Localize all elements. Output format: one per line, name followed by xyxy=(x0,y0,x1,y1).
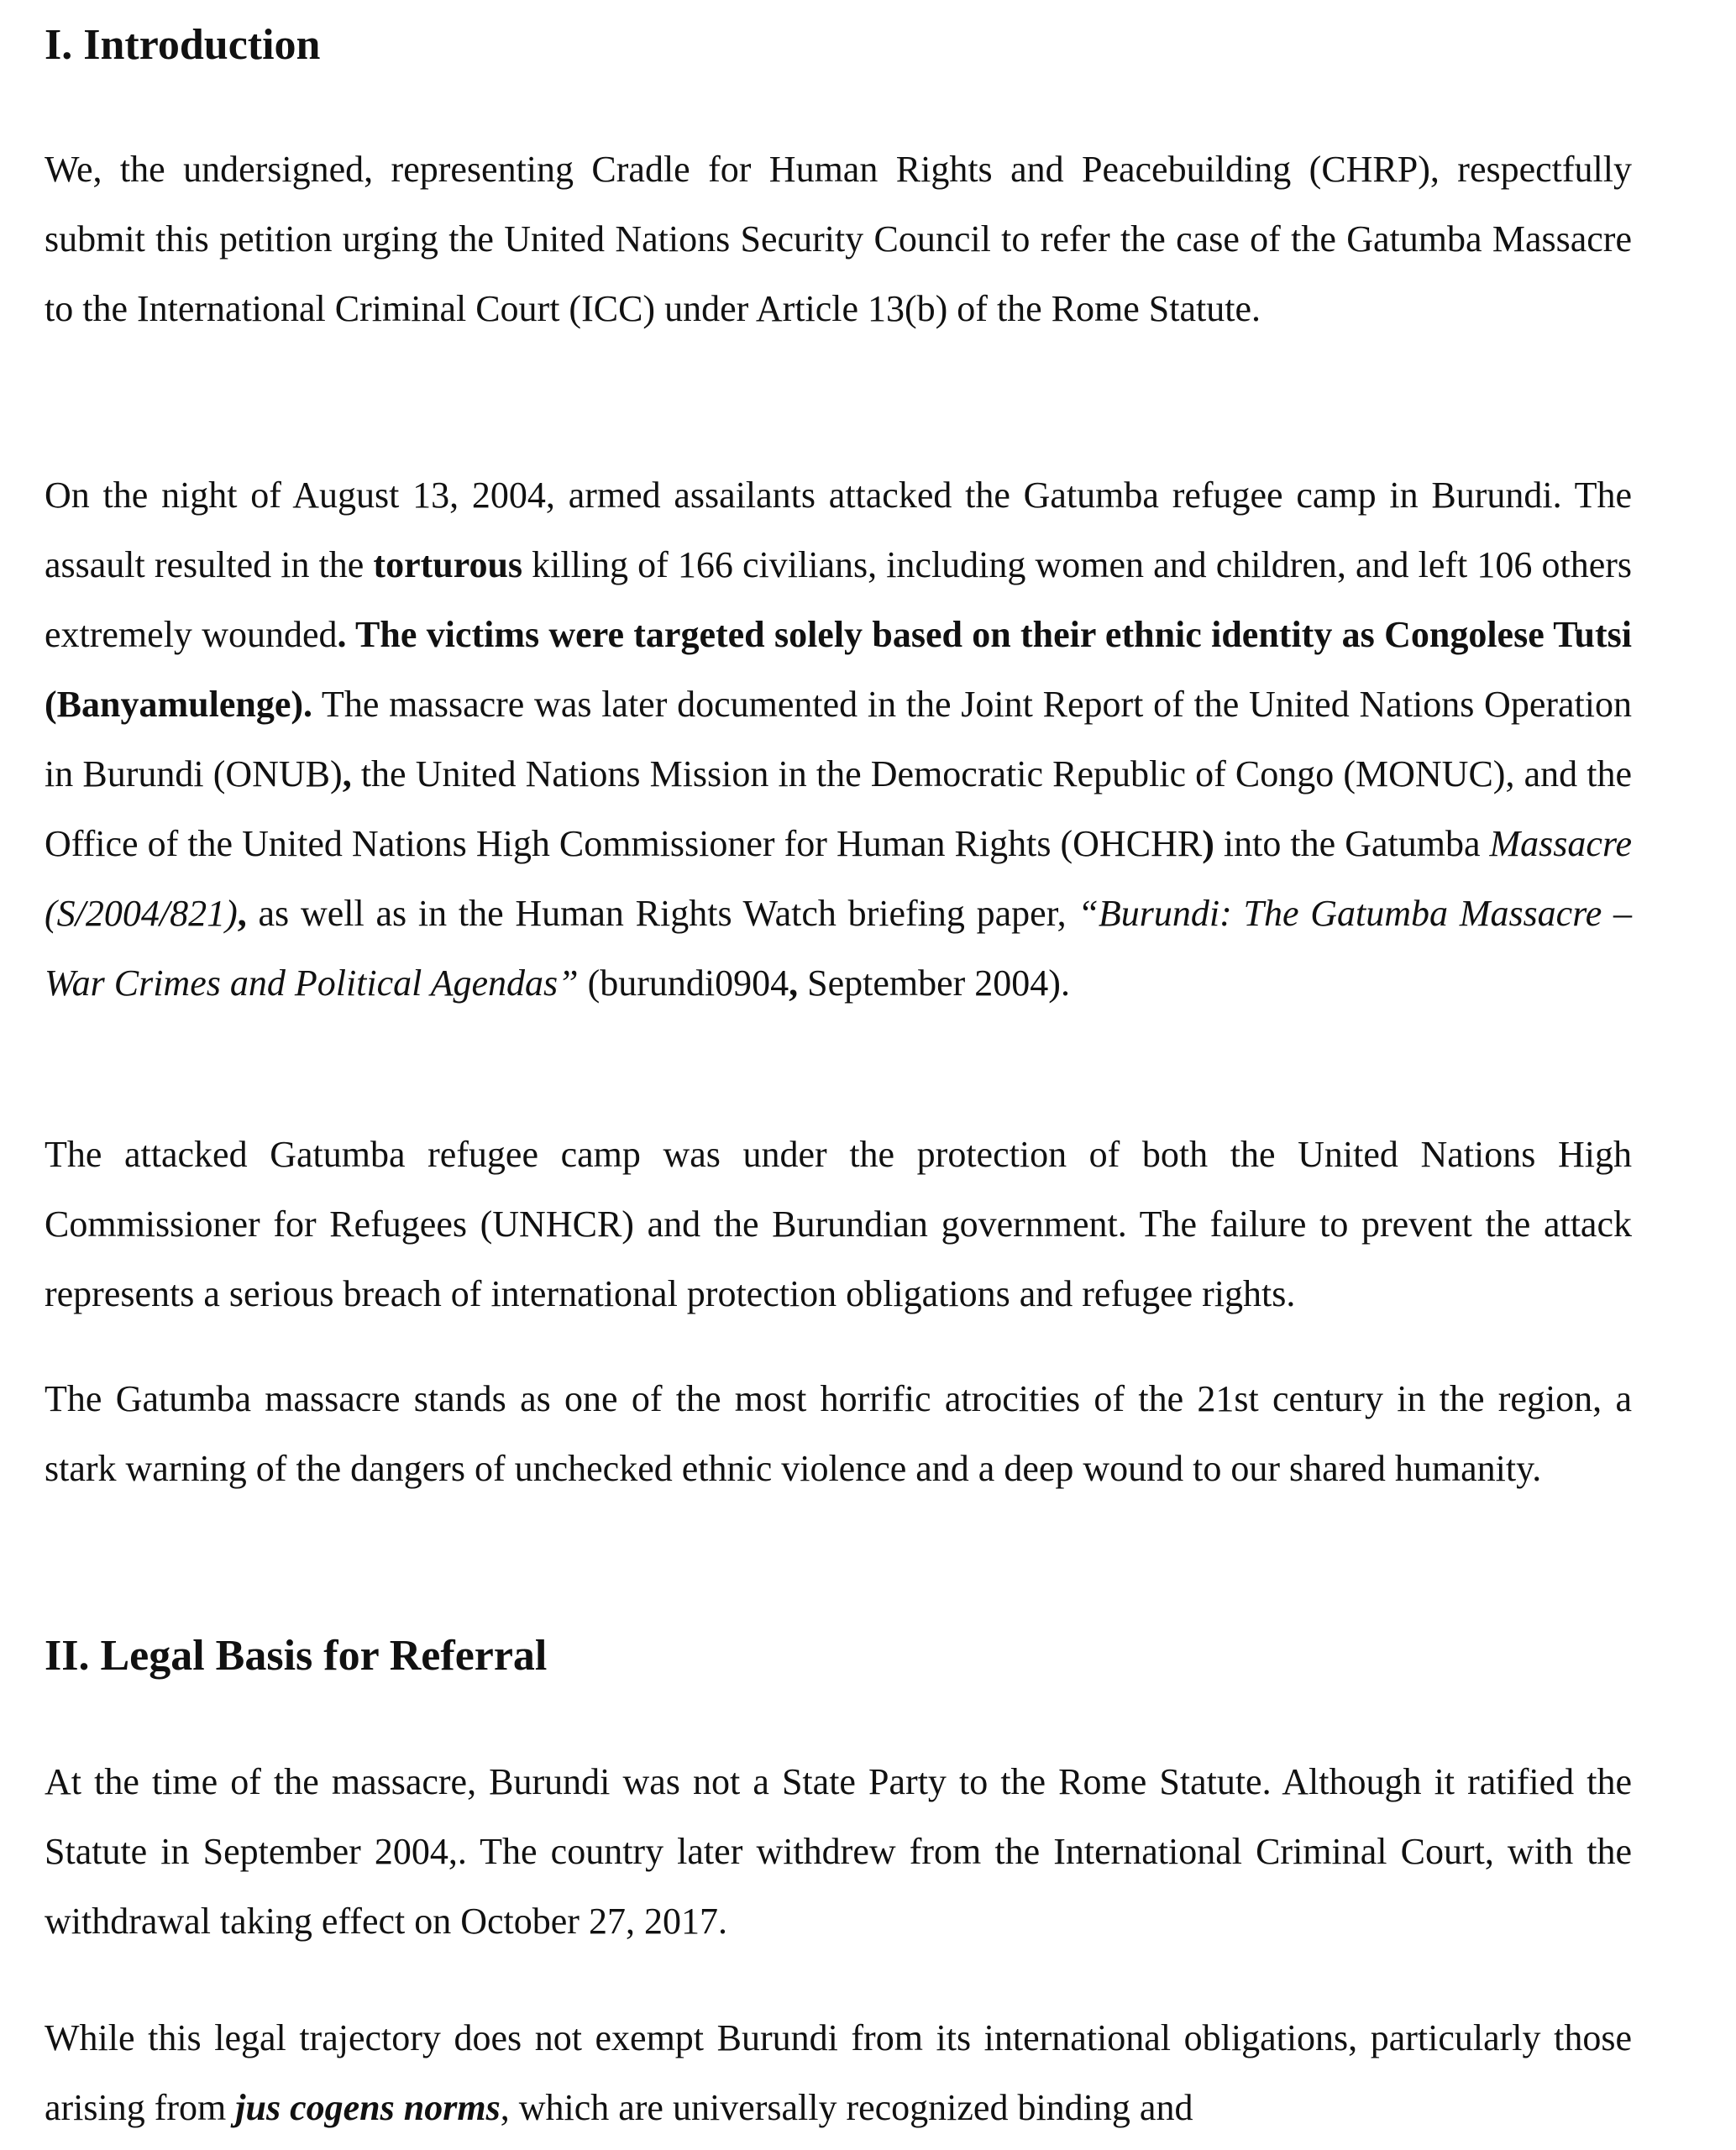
italic-run: “Burundi: The Gatumba Massacre – War Crimes and Political Agendas” xyxy=(45,893,1632,1004)
text-run: into the Gatumba xyxy=(1214,823,1490,864)
bold-italic-run: jus cogens norms xyxy=(235,2087,501,2128)
bold-run: torturous xyxy=(373,544,523,585)
bold-run: , xyxy=(342,753,352,794)
bold-run: , xyxy=(237,893,247,934)
text-run: While this legal trajectory does not exempt Burundi from its international obligations, particularly those arising from xyxy=(45,2017,1632,2128)
paragraph-camp-protection: The attacked Gatumba refugee camp was under the protection of both the United Nations High Commissioner for Refugees (UNHCR) and the Burundian government. The failure to prevent the attack represents a serious breach of international protection obligations and refugee rights. xyxy=(45,1134,1632,1314)
text-run: , which are universally recognized binding and xyxy=(500,2087,1193,2128)
bold-run: , xyxy=(789,962,799,1004)
text-run: On the night of August 13, 2004, armed assailants attacked the Gatumba refugee camp in Burundi. The assault resulted in the xyxy=(45,475,1632,585)
text-run: killing of 166 civilians, including women and children, and left 106 others extremely wounded xyxy=(45,544,1632,655)
text-run: September 2004). xyxy=(798,962,1070,1004)
bold-run: . The victims were targeted solely based on their ethnic identity as Congolese Tutsi (Banyamulenge). xyxy=(45,614,1633,725)
paragraph-atrocity-significance: The Gatumba massacre stands as one of the most horrific atrocities of the 21st century in the region, a stark warning of the dangers of unchecked ethnic violence and a deep wound to our shared humanity. xyxy=(45,1378,1632,1489)
paragraph-massacre-account xyxy=(45,460,1632,1018)
section-heading-introduction: I. Introduction xyxy=(45,21,321,69)
bold-run: ) xyxy=(1202,823,1214,864)
section-heading-legal-basis: II. Legal Basis for Referral xyxy=(45,1632,548,1680)
text-run: the United Nations Mission in the Democratic Republic of Congo (MONUC), and the Office of the United Nations High Commissioner for Human Rights (OHCHR xyxy=(45,753,1632,864)
text-run: (burundi0904 xyxy=(578,962,789,1004)
text-run: The massacre was later documented in the Joint Report of the United Nations Operation in Burundi (ONUB) xyxy=(45,684,1632,794)
paragraph-petition-statement: We, the undersigned, representing Cradle for Human Rights and Peacebuilding (CHRP), respectfully submit this petition urging the United Nations Security Council to refer the case of the Gatumba Massacre to the International Criminal Court (ICC) under Article 13(b) of the Rome Statute. xyxy=(45,149,1632,329)
italic-run: Massacre (S/2004/821) xyxy=(45,823,1632,934)
paragraph-rome-statute-status: At the time of the massacre, Burundi was not a State Party to the Rome Statute. Although it ratified the Statute in September 2004,. The country later withdrew from the International Criminal Court, with the withdrawal taking effect on October 27, 2017. xyxy=(45,1761,1632,1942)
text-run: as well as in the Human Rights Watch briefing paper, xyxy=(246,893,1078,934)
paragraph-jus-cogens xyxy=(45,2003,1632,2142)
